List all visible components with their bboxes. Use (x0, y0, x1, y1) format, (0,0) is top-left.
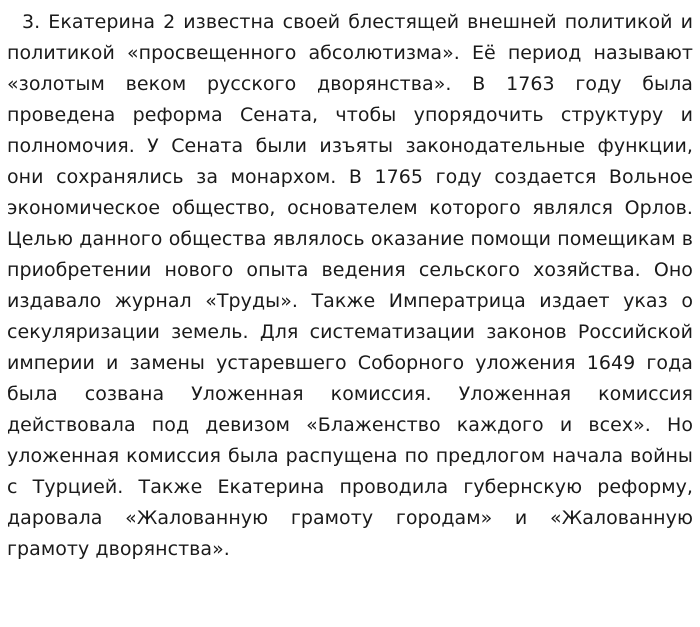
body-paragraph: 3. Екатерина 2 известна своей блестящей внешней политикой и политикой «просвещенного абсолютизма». Её период называют «золотым веком русского дворянства». В 1763 году была проведена реформа Сената, чтобы упорядочить структуру и полномочия. У Сената были изъяты законодательные функции, они сохранялись за монархом. В 1765 году создается Вольное экономическое общество, основателем которого являлся Орлов. Целью данного общества являлось оказание помощи помещикам в приобретении нового опыта ведения сельского хозяйства. Оно издавало журнал «Труды». Также Императрица издает указ о секуляризации земель. Для систематизации законов Российской империи и замены устаревшего Соборного уложения 1649 года была созвана Уложенная комиссия. Уложенная комиссия действовала под девизом «Блаженство каждого и всех». Но уложенная комиссия была распущена по предлогом начала войны с Турцией. Также Екатерина проводила губернскую реформу, даровала «Жалованную грамоту городам» и «Жалованную грамоту дворянства». (7, 11, 693, 560)
document-page (7, 7, 693, 565)
